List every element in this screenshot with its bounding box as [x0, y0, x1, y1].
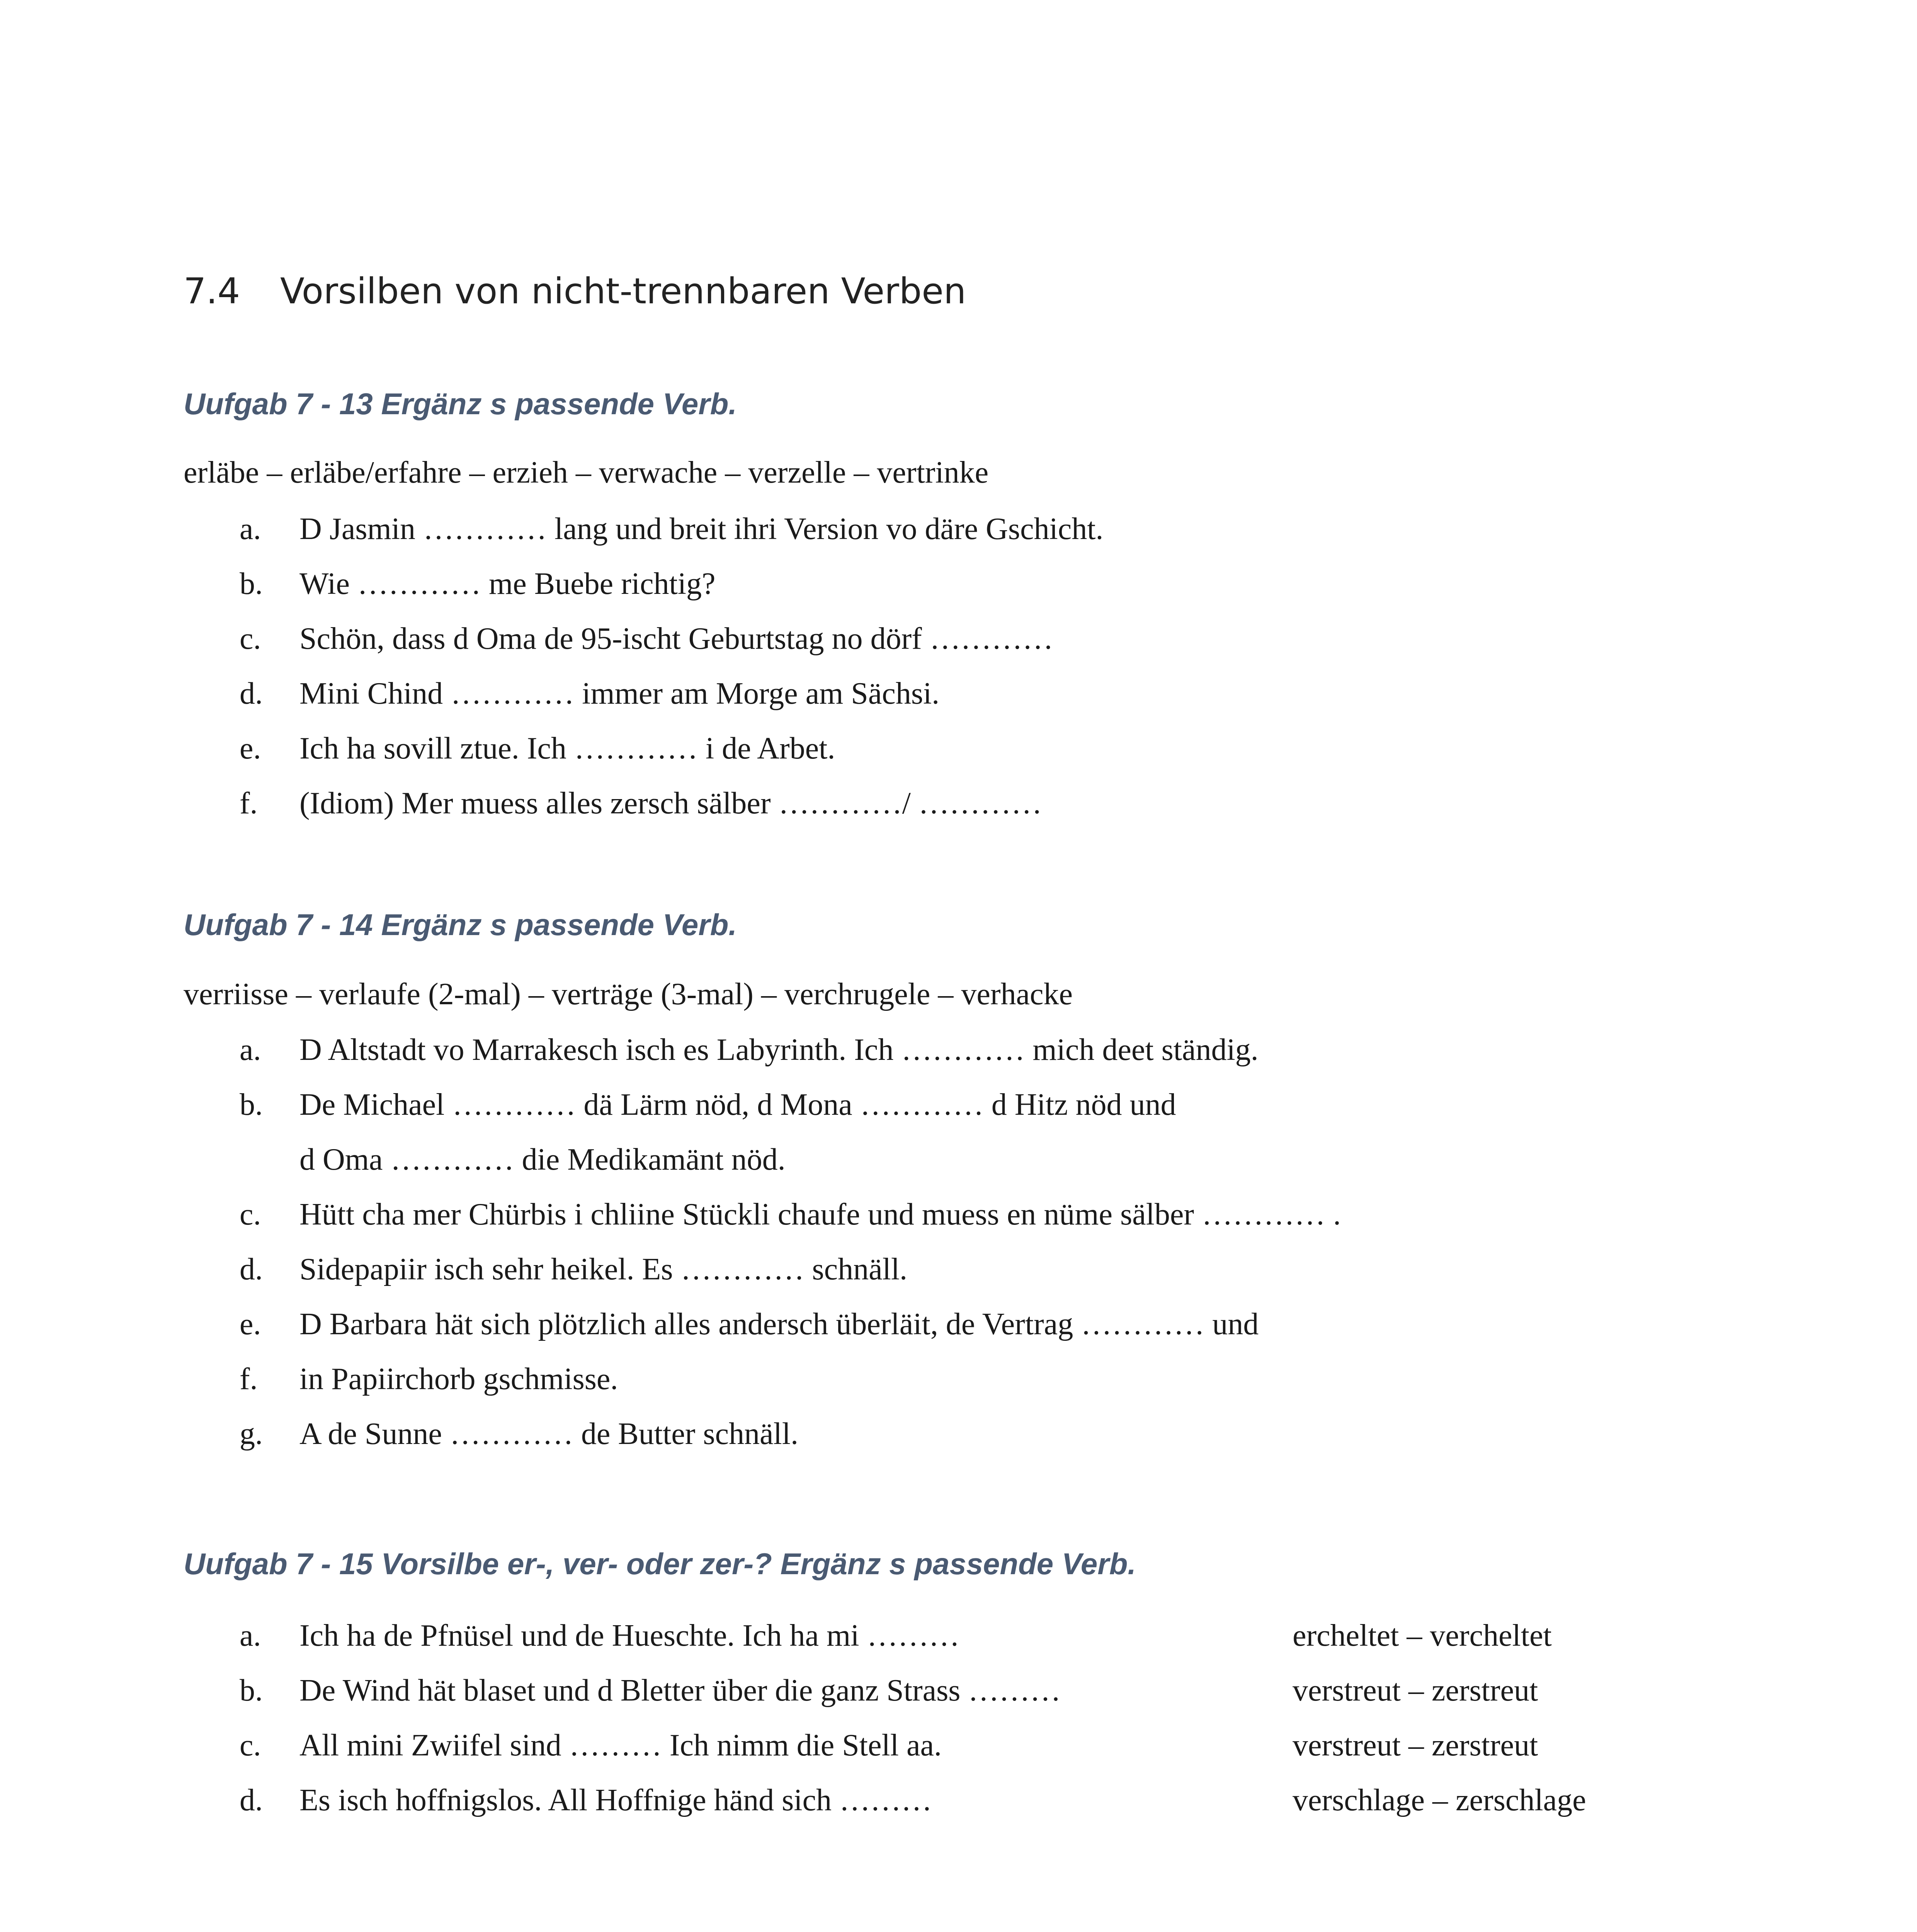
item-letter: b. [240, 567, 263, 601]
section-title [184, 270, 966, 312]
item-options: verstreut – zerstreut [1293, 1728, 1538, 1762]
task-14-list [184, 1022, 1749, 1461]
item-text: Es isch hoffnigslos. All Hoffnige händ sich ……… [299, 1783, 932, 1817]
item-letter: c. [240, 1728, 261, 1762]
list-item [184, 1718, 1749, 1773]
item-text: Sidepapiir isch sehr heikel. Es ………… schnäll. [299, 1252, 908, 1286]
item-letter: a. [240, 512, 261, 546]
document-page [184, 0, 1749, 1932]
item-text: D Barbara hät sich plötzlich alles andersch überläit, de Vertrag ………… und [299, 1307, 1259, 1341]
item-text: Wie ………… me Buebe richtig? [299, 567, 716, 601]
item-text: (Idiom) Mer muess alles zersch sälber …………/ ………… [299, 786, 1042, 820]
item-letter: d. [240, 677, 263, 711]
item-letter: f. [240, 1362, 258, 1396]
list-item [184, 1663, 1749, 1718]
list-item [184, 502, 1749, 556]
list-item [184, 556, 1749, 611]
item-letter: c. [240, 622, 261, 656]
item-letter: a. [240, 1033, 261, 1067]
item-letter: f. [240, 786, 258, 820]
item-letter: b. [240, 1088, 263, 1122]
item-text: in Papiirchorb gschmisse. [299, 1362, 618, 1396]
list-item [184, 1608, 1749, 1663]
item-letter: e. [240, 731, 261, 765]
item-text: Ich ha de Pfnüsel und de Hueschte. Ich ha mi ……… [299, 1619, 960, 1653]
task-13-wordbank: erläbe – erläbe/erfahre – erzieh – verwache – verzelle – vertrinke [184, 456, 989, 490]
list-item [184, 721, 1749, 776]
item-letter: d. [240, 1783, 263, 1817]
task-14-wordbank: verriisse – verlaufe (2-mal) – verträge (3-mal) – verchrugele – verhacke [184, 977, 1073, 1011]
list-item [184, 1242, 1749, 1297]
task-13-list [184, 502, 1749, 831]
section-title-text: Vorsilben von nicht-trennbaren Verben [280, 270, 966, 312]
list-item [184, 1077, 1749, 1132]
item-letter: b. [240, 1673, 263, 1708]
item-options: verstreut – zerstreut [1293, 1673, 1538, 1708]
list-item [184, 611, 1749, 666]
item-text: A de Sunne ………… de Butter schnäll. [299, 1417, 798, 1451]
item-text: d Oma ………… die Medikamänt nöd. [299, 1143, 786, 1177]
item-text: Ich ha sovill ztue. Ich ………… i de Arbet. [299, 731, 835, 765]
task-13-heading: Uufgab 7 - 13 Ergänz s passende Verb. [184, 387, 737, 421]
list-item [184, 666, 1749, 721]
task-15-heading: Uufgab 7 - 15 Vorsilbe er-, ver- oder zer-? Ergänz s passende Verb. [184, 1547, 1136, 1581]
list-item [184, 1352, 1749, 1406]
item-letter: a. [240, 1619, 261, 1653]
list-item [184, 1773, 1749, 1828]
section-number: 7.4 [184, 270, 240, 312]
item-text: Hütt cha mer Chürbis i chliine Stückli chaufe und muess en nüme sälber ………… . [299, 1197, 1341, 1231]
item-text: D Altstadt vo Marrakesch isch es Labyrinth. Ich ………… mich deet ständig. [299, 1033, 1259, 1067]
item-text: Mini Chind ………… immer am Morge am Sächsi. [299, 677, 940, 711]
item-text: All mini Zwiifel sind ……… Ich nimm die Stell aa. [299, 1728, 942, 1762]
task-15-list [184, 1608, 1749, 1828]
item-text: D Jasmin ………… lang und breit ihri Version vo däre Gschicht. [299, 512, 1104, 546]
item-text: De Michael ………… dä Lärm nöd, d Mona ………… d Hitz nöd und [299, 1088, 1176, 1122]
item-options: verschlage – zerschlage [1293, 1783, 1586, 1817]
list-item [184, 1297, 1749, 1352]
item-letter: e. [240, 1307, 261, 1341]
list-item [184, 1132, 1749, 1187]
item-letter: c. [240, 1197, 261, 1231]
list-item [184, 776, 1749, 831]
item-text: De Wind hät blaset und d Bletter über die ganz Strass ……… [299, 1673, 1061, 1708]
list-item [184, 1187, 1749, 1242]
task-14-heading: Uufgab 7 - 14 Ergänz s passende Verb. [184, 908, 737, 942]
list-item [184, 1406, 1749, 1461]
item-letter: d. [240, 1252, 263, 1286]
item-letter: g. [240, 1417, 263, 1451]
list-item [184, 1022, 1749, 1077]
item-options: ercheltet – vercheltet [1293, 1619, 1552, 1653]
item-text: Schön, dass d Oma de 95-ischt Geburtstag no dörf ………… [299, 622, 1053, 656]
